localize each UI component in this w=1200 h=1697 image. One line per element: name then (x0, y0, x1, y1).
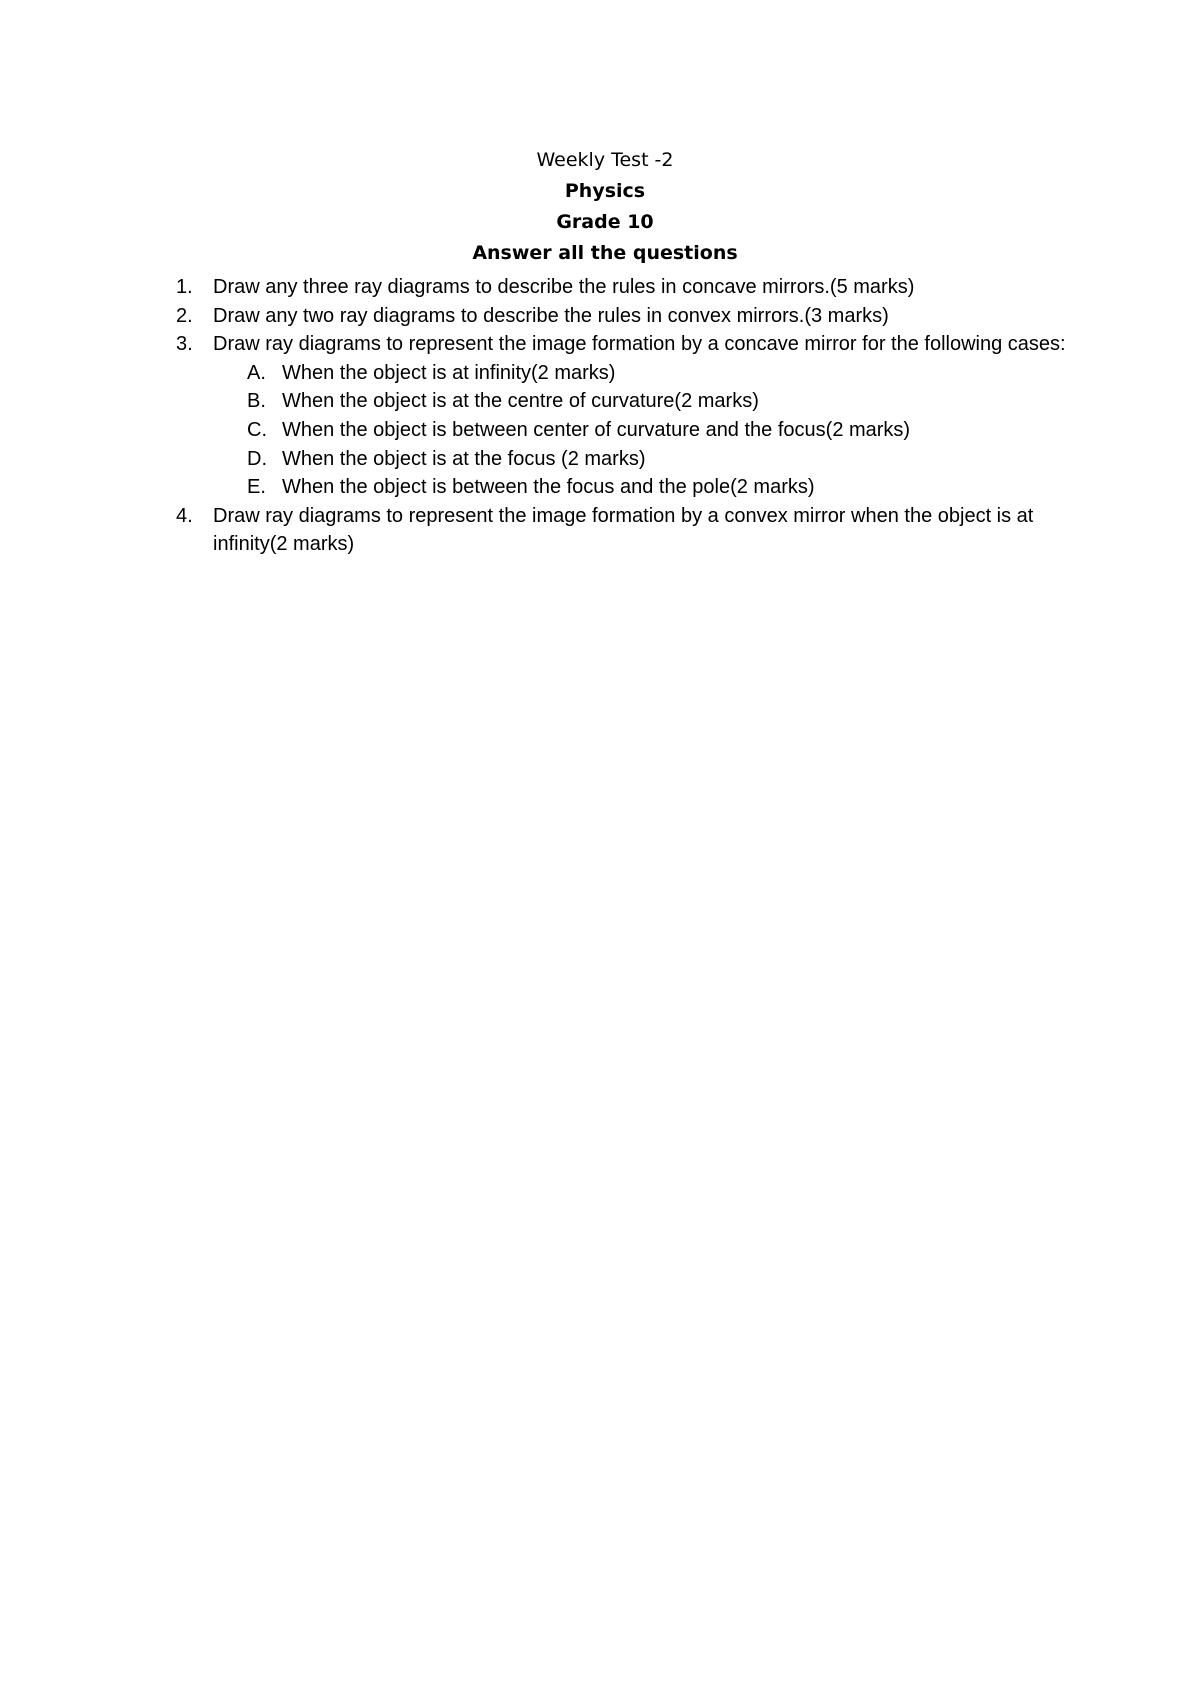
subitem-letter: C. (247, 418, 267, 441)
subitem-e (0, 473, 1200, 502)
question-3 (0, 330, 1200, 359)
test-title: Weekly Test -2 (536, 149, 674, 171)
subitem-letter: E. (247, 476, 266, 499)
subitem-text: When the object is at infinity(2 marks) (282, 361, 616, 384)
question-1 (0, 273, 1200, 302)
question-number: 1. (176, 276, 193, 298)
subitem-text: When the object is between center of curvature and the focus(2 marks) (282, 418, 911, 441)
subitem-text: When the object is at the focus (2 marks) (282, 447, 646, 470)
test-header (0, 145, 1200, 269)
question-text: Draw any two ray diagrams to describe the rules in convex mirrors.(3 marks) (213, 304, 889, 327)
question-list (0, 273, 1200, 559)
subitem-text: When the object is at the centre of curvature(2 marks) (282, 390, 759, 413)
question-text: Draw ray diagrams to represent the image formation by a concave mirror for the following cases: (213, 333, 1066, 356)
subitem-a (0, 359, 1200, 388)
question-number: 2. (176, 304, 193, 327)
instruction-label: Answer all the questions (472, 242, 738, 264)
grade-label: Grade 10 (556, 211, 654, 233)
subject-label: Physics (564, 180, 646, 202)
question-text: Draw any three ray diagrams to describe the rules in concave mirrors.(5 marks) (213, 276, 915, 298)
question-2 (0, 302, 1200, 331)
question-4 (0, 502, 1200, 559)
subitem-letter: B. (247, 390, 266, 413)
question-number: 3. (176, 333, 193, 356)
subitem-b (0, 387, 1200, 416)
subitem-c (0, 416, 1200, 445)
question-text: Draw ray diagrams to represent the image formation by a convex mirror when the object is at infinity(2 marks) (213, 504, 1034, 556)
question-number: 4. (176, 504, 193, 527)
subitem-text: When the object is between the focus and the pole(2 marks) (282, 476, 815, 499)
subitem-d (0, 445, 1200, 474)
subitem-letter: D. (247, 447, 267, 470)
subitem-letter: A. (247, 361, 266, 384)
